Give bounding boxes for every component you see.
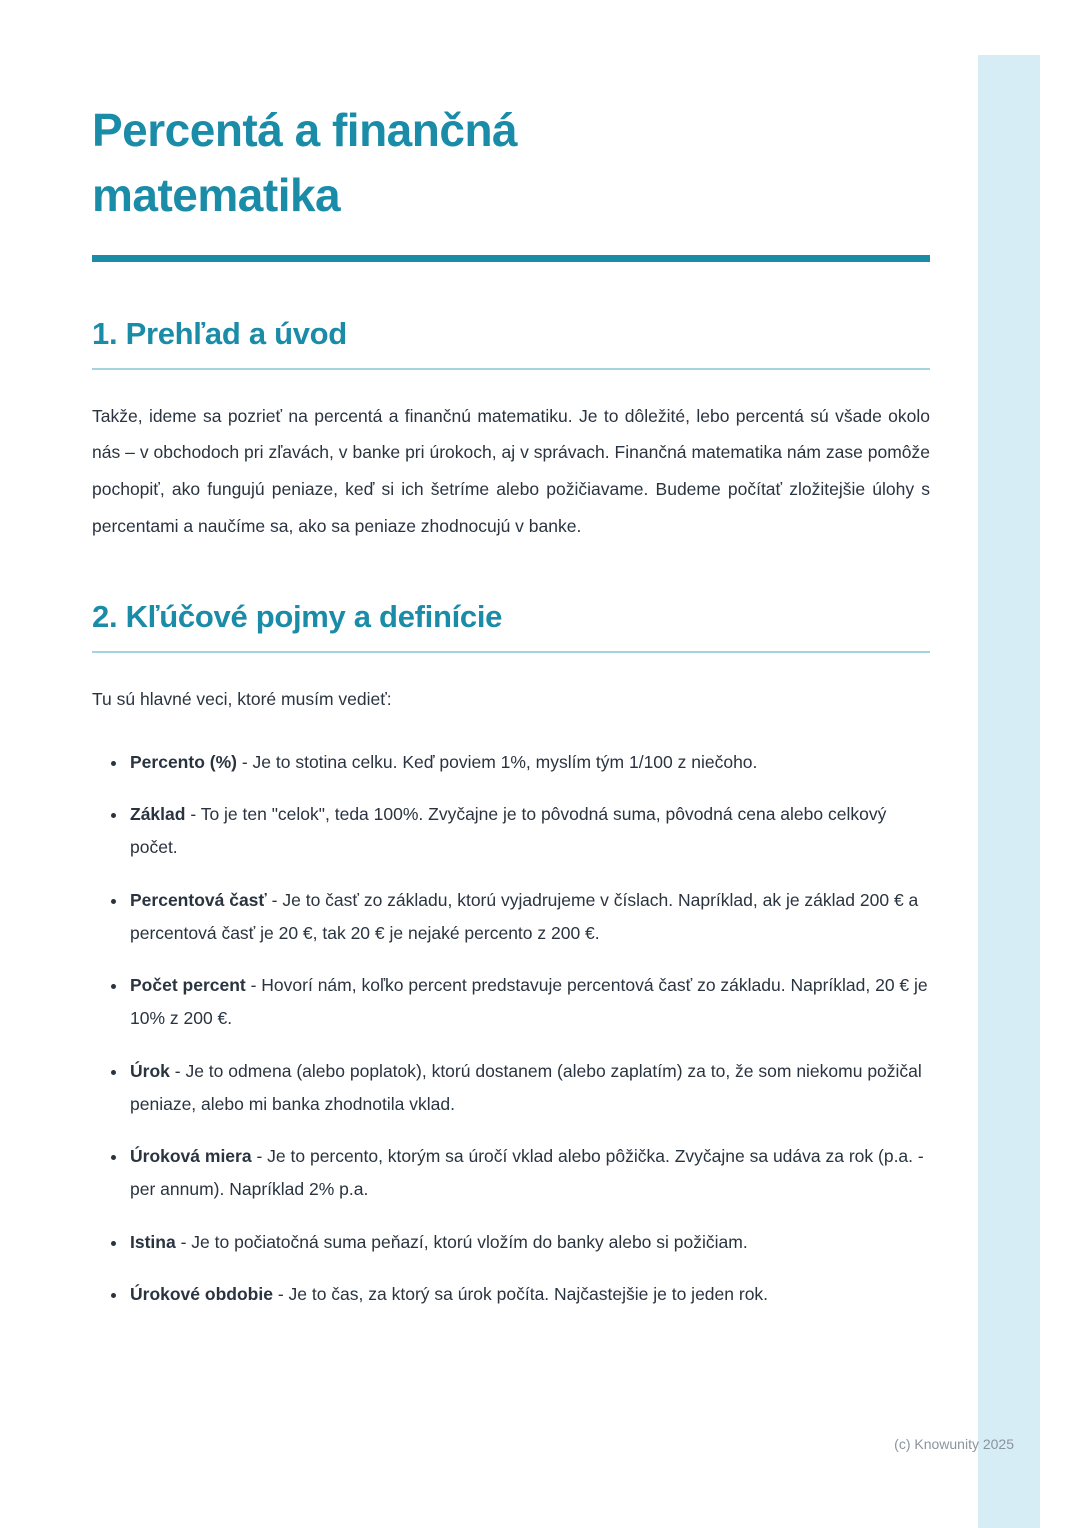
definition-desc: - Hovorí nám, koľko percent predstavuje percentová časť zo základu. Napríklad, 20 € je 10% z 200 €.	[130, 975, 928, 1029]
definition-desc: - Je to počiatočná suma peňazí, ktorú vložím do banky alebo si požičiam.	[180, 1231, 748, 1252]
section-1-divider	[92, 368, 930, 370]
definition-desc: - Je to odmena (alebo poplatok), ktorú dostanem (alebo zaplatím) za to, že som niekomu požičal peniaze, alebo mi banka zhodnotila vklad.	[130, 1060, 922, 1114]
definition-desc: - Je to časť zo základu, ktorú vyjadrujeme v číslach. Napríklad, ak je základ 200 € a percentová časť je 20 €, tak 20 € je nejaké percento z 200 €.	[130, 889, 919, 943]
definition-term: Úrok	[130, 1060, 170, 1081]
definition-term: Istina	[130, 1231, 176, 1252]
title-divider	[92, 255, 930, 262]
definition-desc: - Je to čas, za ktorý sa úrok počíta. Najčastejšie je to jeden rok.	[277, 1283, 769, 1304]
document-content	[92, 0, 930, 1330]
copyright-footer: (c) Knowunity 2025	[894, 1436, 1014, 1452]
section-2-divider	[92, 651, 930, 653]
list-item	[128, 1055, 930, 1122]
definition-term: Percento (%)	[130, 751, 237, 772]
list-item	[128, 798, 930, 865]
definition-term: Úroková miera	[130, 1146, 252, 1167]
definition-term: Úrokové obdobie	[130, 1283, 273, 1304]
definition-desc: - Je to stotina celku. Keď poviem 1%, myslím tým 1/100 z niečoho.	[241, 751, 758, 772]
definition-term: Percentová časť	[130, 889, 267, 910]
page-edge-strip	[978, 55, 1040, 1528]
list-item	[128, 884, 930, 951]
section-2-intro: Tu sú hlavné veci, ktoré musím vedieť:	[92, 688, 392, 709]
list-item	[128, 1278, 930, 1311]
definition-desc: - To je ten "celok", teda 100%. Zvyčajne je to pôvodná suma, pôvodná cena alebo celkový počet.	[130, 804, 887, 858]
page-title: Percentá a finančná matematika	[92, 104, 518, 222]
list-item	[128, 1226, 930, 1259]
section-1-heading: 1. Prehľad a úvod	[92, 315, 347, 351]
list-item	[128, 969, 930, 1036]
definition-term: Základ	[130, 804, 186, 825]
list-item	[128, 746, 930, 779]
section-1-paragraph: Takže, ideme sa pozrieť na percentá a finančnú matematiku. Je to dôležité, lebo percentá sú všade okolo nás – v obchodoch pri zľavách, v banke pri úrokoch, aj v správach. Finančná matematika nám zase pomôže pochopiť, ako fungujú peniaze, keď si ich šetríme alebo požičiavame. Budeme počítať zložitejšie úlohy s percentami a naučíme sa, ako sa peniaze zhodnocujú v banke.	[92, 405, 930, 536]
definition-term: Počet percent	[130, 975, 246, 996]
list-item	[128, 1140, 930, 1207]
definition-desc: - Je to percento, ktorým sa úročí vklad alebo pôžička. Zvyčajne sa udáva za rok (p.a. - per annum). Napríklad 2% p.a.	[130, 1146, 924, 1200]
definitions-list	[92, 746, 930, 1311]
section-2-heading: 2. Kľúčové pojmy a definície	[92, 598, 503, 634]
